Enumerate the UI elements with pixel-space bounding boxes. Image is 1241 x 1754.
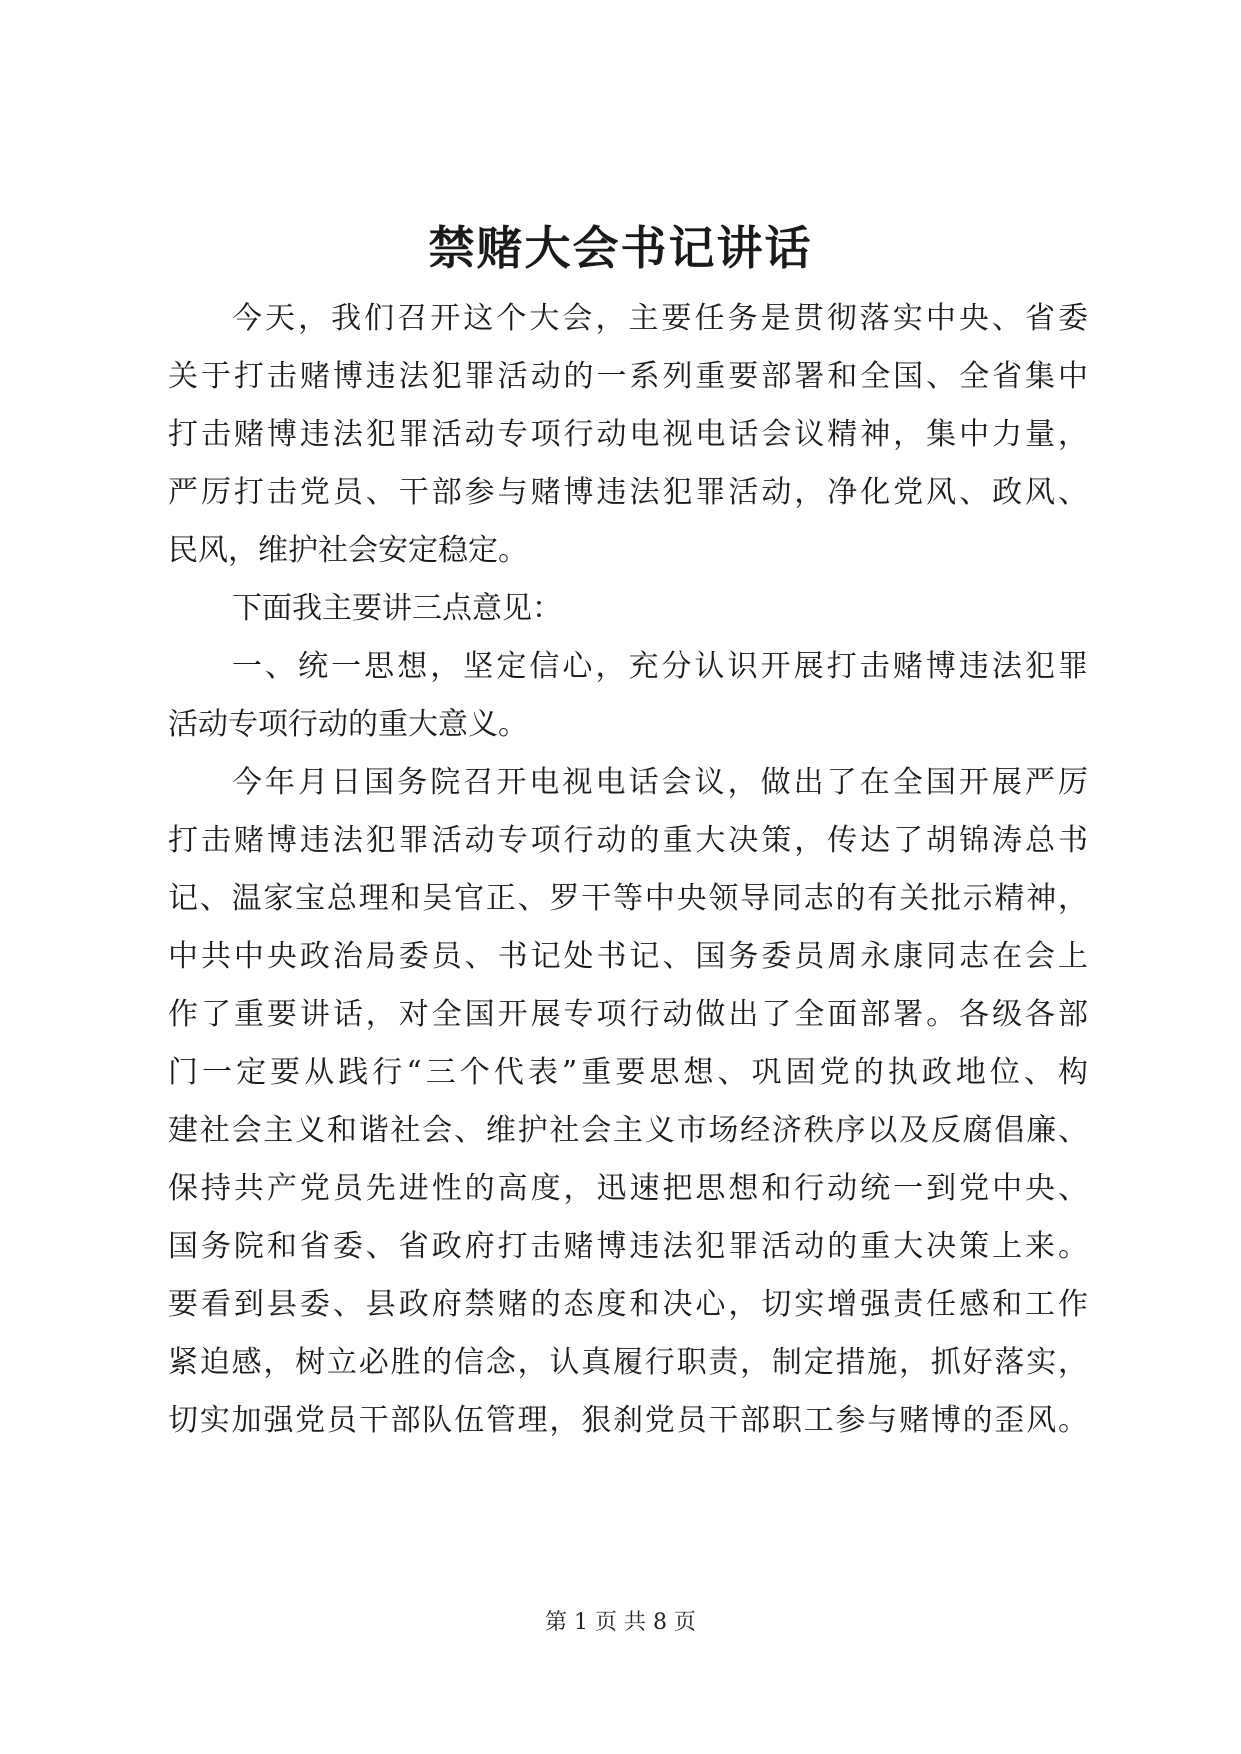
text-line: 一、统一思想，坚定信心，充分认识开展打击赌博违法犯罪 <box>232 649 1088 684</box>
page-number-footer: 第 1 页 共 8 页 <box>545 1610 696 1635</box>
text-line: 建社会主义和谐社会、维护社会主义市场经济秩序以及反腐倡廉、 <box>168 1113 1088 1148</box>
text-line: 今天，我们召开这个大会，主要任务是贯彻落实中央、省委 <box>232 301 1088 336</box>
document-body <box>168 290 1088 1450</box>
text-line: 作了重要讲话，对全国开展专项行动做出了全面部署。各级各部 <box>168 997 1088 1032</box>
text-line: 严厉打击党员、干部参与赌博违法犯罪活动，净化党风、政风、 <box>168 475 1088 510</box>
text-line: 门一定要从践行“三个代表”重要思想、巩固党的执政地位、构 <box>168 1055 1088 1090</box>
text-line: 要看到县委、县政府禁赌的态度和决心，切实增强责任感和工作 <box>168 1287 1088 1322</box>
text-line: 国务院和省委、省政府打击赌博违法犯罪活动的重大决策上来。 <box>168 1229 1088 1264</box>
text-line: 关于打击赌博违法犯罪活动的一系列重要部署和全国、全省集中 <box>168 359 1088 394</box>
text-line: 保持共产党员先进性的高度，迅速把思想和行动统一到党中央、 <box>168 1171 1088 1206</box>
text-line: 记、温家宝总理和吴官正、罗干等中央领导同志的有关批示精神， <box>168 881 1088 916</box>
document-title: 禁赌大会书记讲话 <box>428 221 813 275</box>
text-line: 切实加强党员干部队伍管理，狠刹党员干部职工参与赌博的歪风。 <box>168 1403 1088 1438</box>
text-line: 打击赌博违法犯罪活动专项行动电视电话会议精神，集中力量， <box>168 417 1088 452</box>
text-line: 打击赌博违法犯罪活动专项行动的重大决策，传达了胡锦涛总书 <box>168 823 1088 858</box>
text-line: 今年月日国务院召开电视电话会议，做出了在全国开展严厉 <box>232 765 1088 800</box>
text-line: 中共中央政治局委员、书记处书记、国务委员周永康同志在会上 <box>168 939 1088 974</box>
text-line: 活动专项行动的重大意义。 <box>168 707 528 742</box>
text-line: 下面我主要讲三点意见： <box>232 591 562 626</box>
text-line: 民风，维护社会安定稳定。 <box>168 533 528 568</box>
text-line: 紧迫感，树立必胜的信念，认真履行职责，制定措施，抓好落实， <box>168 1345 1088 1380</box>
